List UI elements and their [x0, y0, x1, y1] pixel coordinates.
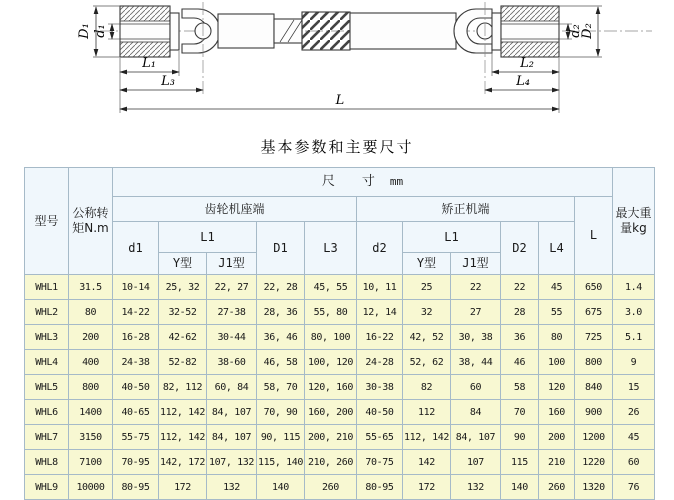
cell-L: 840: [574, 375, 612, 400]
cell-L1-Y: 112: [402, 400, 450, 425]
cell-D1: 58, 70: [257, 375, 305, 400]
cell-L1-Y: 172: [159, 475, 207, 500]
cell-D1: 36, 46: [257, 325, 305, 350]
cell-L4: 200: [538, 425, 574, 450]
cell-model: WHL7: [25, 425, 69, 450]
cell-L1-Y: 142, 172: [159, 450, 207, 475]
table-row: [25, 400, 655, 425]
cell-L4: 80: [538, 325, 574, 350]
cell-L3: 80, 100: [304, 325, 356, 350]
cell-L1-Y: 52, 62: [402, 350, 450, 375]
cell-L: 1320: [574, 475, 612, 500]
label-L1: L₁: [142, 56, 156, 71]
cell-L1-Y: 142: [402, 450, 450, 475]
col-header-D2: D2: [500, 222, 538, 275]
cell-weight: 26: [612, 400, 654, 425]
cell-d1: 40-65: [113, 400, 159, 425]
cell-model: WHL1: [25, 275, 69, 300]
page-title: 基本参数和主要尺寸: [260, 138, 414, 156]
cell-L1-J1: 60, 84: [207, 375, 257, 400]
cell-L1-J1: 84, 107: [207, 400, 257, 425]
cell-weight: 15: [612, 375, 654, 400]
cell-model: WHL8: [25, 450, 69, 475]
col-header-model: 型号: [25, 168, 69, 275]
cell-model: WHL9: [25, 475, 69, 500]
cell-L1-J1: 107, 132: [207, 450, 257, 475]
cell-D1: 46, 58: [257, 350, 305, 375]
col-header-torque: 公称转矩N.m: [69, 168, 113, 275]
spec-table: [24, 167, 655, 500]
cell-torque: 7100: [69, 450, 113, 475]
cell-d1: 55-75: [113, 425, 159, 450]
col-header-size: [113, 168, 613, 197]
cell-L4: 100: [538, 350, 574, 375]
cell-D1: 28, 36: [257, 300, 305, 325]
cell-L4: 120: [538, 375, 574, 400]
cell-weight: 45: [612, 425, 654, 450]
cell-L: 1200: [574, 425, 612, 450]
cell-L1-Y: 112, 142: [402, 425, 450, 450]
cell-D2: 58: [500, 375, 538, 400]
cell-L1-Y: 172: [402, 475, 450, 500]
cell-model: WHL4: [25, 350, 69, 375]
cell-model: WHL3: [25, 325, 69, 350]
cell-L1-J1: 107: [450, 450, 500, 475]
cell-D2: 115: [500, 450, 538, 475]
label-L3: L₃: [161, 74, 175, 89]
label-d2: d₂: [568, 24, 583, 38]
cell-L3: 160, 200: [304, 400, 356, 425]
dimension-L4: [485, 74, 559, 90]
col-header-y-type-left: Y型: [159, 253, 207, 275]
table-row: [25, 375, 655, 400]
label-D2: D₂: [580, 23, 595, 39]
cell-L: 1220: [574, 450, 612, 475]
col-header-D1: D1: [257, 222, 305, 275]
cell-L1-Y: 42-62: [159, 325, 207, 350]
cell-L1-Y: 112, 142: [159, 425, 207, 450]
cell-L: 900: [574, 400, 612, 425]
cell-model: WHL6: [25, 400, 69, 425]
cell-d2: 55-65: [356, 425, 402, 450]
cell-d2: 10, 11: [356, 275, 402, 300]
cell-L1-Y: 112, 142: [159, 400, 207, 425]
col-header-L: L: [574, 197, 612, 275]
shaft-tube: [218, 12, 456, 50]
table-body: [25, 275, 655, 500]
cell-D1: 90, 115: [257, 425, 305, 450]
right-hub: [492, 6, 559, 57]
group-header-gear-end: 齿轮机座端: [113, 197, 357, 222]
cell-L1-Y: 32-52: [159, 300, 207, 325]
cell-D2: 22: [500, 275, 538, 300]
cell-L1-J1: 30-44: [207, 325, 257, 350]
cell-L1-Y: 52-82: [159, 350, 207, 375]
cell-d1: 14-22: [113, 300, 159, 325]
group-header-straightener-end: 矫正机端: [356, 197, 574, 222]
technical-drawing: [0, 0, 674, 122]
dimension-d1: [93, 24, 120, 39]
cell-d2: 80-95: [356, 475, 402, 500]
cell-d2: 24-28: [356, 350, 402, 375]
table-row: [25, 350, 655, 375]
cell-L1-Y: 42, 52: [402, 325, 450, 350]
cell-L1-J1: 84, 107: [207, 425, 257, 450]
cell-torque: 10000: [69, 475, 113, 500]
cell-L1-Y: 25: [402, 275, 450, 300]
cell-torque: 400: [69, 350, 113, 375]
col-header-j1-type-right: J1型: [450, 253, 500, 275]
col-header-L3: L3: [304, 222, 356, 275]
cell-torque: 800: [69, 375, 113, 400]
cell-L3: 260: [304, 475, 356, 500]
col-header-weight: 最大重量kg: [612, 168, 654, 275]
cell-model: WHL2: [25, 300, 69, 325]
col-header-L1-right: L1: [402, 222, 500, 253]
cell-weight: 9: [612, 350, 654, 375]
cell-L: 675: [574, 300, 612, 325]
cell-L4: 210: [538, 450, 574, 475]
cell-L1-J1: 38-60: [207, 350, 257, 375]
cell-L3: 120, 160: [304, 375, 356, 400]
cell-L3: 45, 55: [304, 275, 356, 300]
cell-d1: 16-28: [113, 325, 159, 350]
cell-L4: 160: [538, 400, 574, 425]
cell-L1-Y: 32: [402, 300, 450, 325]
cell-L: 800: [574, 350, 612, 375]
cell-torque: 80: [69, 300, 113, 325]
cell-L1-J1: 27: [450, 300, 500, 325]
cell-d2: 12, 14: [356, 300, 402, 325]
cell-d1: 40-50: [113, 375, 159, 400]
cell-torque: 3150: [69, 425, 113, 450]
cell-d1: 10-14: [113, 275, 159, 300]
cell-L1-Y: 25, 32: [159, 275, 207, 300]
cell-weight: 3.0: [612, 300, 654, 325]
cell-model: WHL5: [25, 375, 69, 400]
cell-D1: 22, 28: [257, 275, 305, 300]
table-row: [25, 425, 655, 450]
dimension-L: [120, 93, 559, 109]
cell-D1: 140: [257, 475, 305, 500]
dimension-L1: [120, 56, 179, 72]
cell-L4: 260: [538, 475, 574, 500]
col-header-d1: d1: [113, 222, 159, 275]
cell-L1-J1: 84: [450, 400, 500, 425]
cell-D1: 70, 90: [257, 400, 305, 425]
dimension-D2: [559, 6, 602, 57]
cell-L1-J1: 84, 107: [450, 425, 500, 450]
cell-d2: 16-22: [356, 325, 402, 350]
cell-L4: 45: [538, 275, 574, 300]
cell-torque: 200: [69, 325, 113, 350]
cell-d2: 30-38: [356, 375, 402, 400]
label-D1: D₁: [77, 23, 92, 39]
label-L2: L₂: [520, 56, 534, 71]
cell-d2: 70-75: [356, 450, 402, 475]
cell-d1: 70-95: [113, 450, 159, 475]
table-row: [25, 275, 655, 300]
cell-L3: 55, 80: [304, 300, 356, 325]
cell-D2: 46: [500, 350, 538, 375]
dimension-L2: [492, 56, 559, 72]
cell-D2: 28: [500, 300, 538, 325]
col-header-L4: L4: [538, 222, 574, 275]
col-header-d2: d2: [356, 222, 402, 275]
label-d1: d₁: [93, 24, 108, 38]
cell-D2: 36: [500, 325, 538, 350]
label-L: L: [335, 93, 345, 108]
cell-d1: 80-95: [113, 475, 159, 500]
cell-torque: 1400: [69, 400, 113, 425]
cell-L3: 210, 260: [304, 450, 356, 475]
cell-D2: 70: [500, 400, 538, 425]
cell-L: 725: [574, 325, 612, 350]
table-row: [25, 325, 655, 350]
cell-weight: 60: [612, 450, 654, 475]
universal-joint-shaft-diagram: [0, 0, 674, 122]
cell-L3: 100, 120: [304, 350, 356, 375]
cell-L1-Y: 82: [402, 375, 450, 400]
cell-L: 650: [574, 275, 612, 300]
col-header-j1-type-left: J1型: [207, 253, 257, 275]
cell-torque: 31.5: [69, 275, 113, 300]
cell-D2: 140: [500, 475, 538, 500]
cell-L1-J1: 38, 44: [450, 350, 500, 375]
cell-L1-J1: 60: [450, 375, 500, 400]
spline-sleeve: [302, 12, 350, 50]
cell-L1-J1: 22, 27: [207, 275, 257, 300]
col-header-y-type-right: Y型: [402, 253, 450, 275]
label-L4: L₄: [516, 74, 530, 89]
cell-L1-J1: 27-38: [207, 300, 257, 325]
left-hub: [120, 6, 179, 57]
cell-L1-J1: 30, 38: [450, 325, 500, 350]
cell-D1: 115, 140: [257, 450, 305, 475]
cell-L3: 200, 210: [304, 425, 356, 450]
size-unit: mm: [389, 174, 404, 188]
size-label: 尺 寸: [321, 173, 382, 189]
dimension-L3: [120, 74, 203, 90]
cell-L1-Y: 82, 112: [159, 375, 207, 400]
cell-L4: 55: [538, 300, 574, 325]
cell-d2: 40-50: [356, 400, 402, 425]
cell-weight: 5.1: [612, 325, 654, 350]
cell-D2: 90: [500, 425, 538, 450]
cell-L1-J1: 132: [207, 475, 257, 500]
col-header-L1-left: L1: [159, 222, 257, 253]
table-row: [25, 300, 655, 325]
cell-weight: 1.4: [612, 275, 654, 300]
cell-L1-J1: 132: [450, 475, 500, 500]
table-header: [25, 168, 655, 275]
table-row: [25, 450, 655, 475]
cell-weight: 76: [612, 475, 654, 500]
cell-d1: 24-38: [113, 350, 159, 375]
cell-L1-J1: 22: [450, 275, 500, 300]
table-row: [25, 475, 655, 500]
